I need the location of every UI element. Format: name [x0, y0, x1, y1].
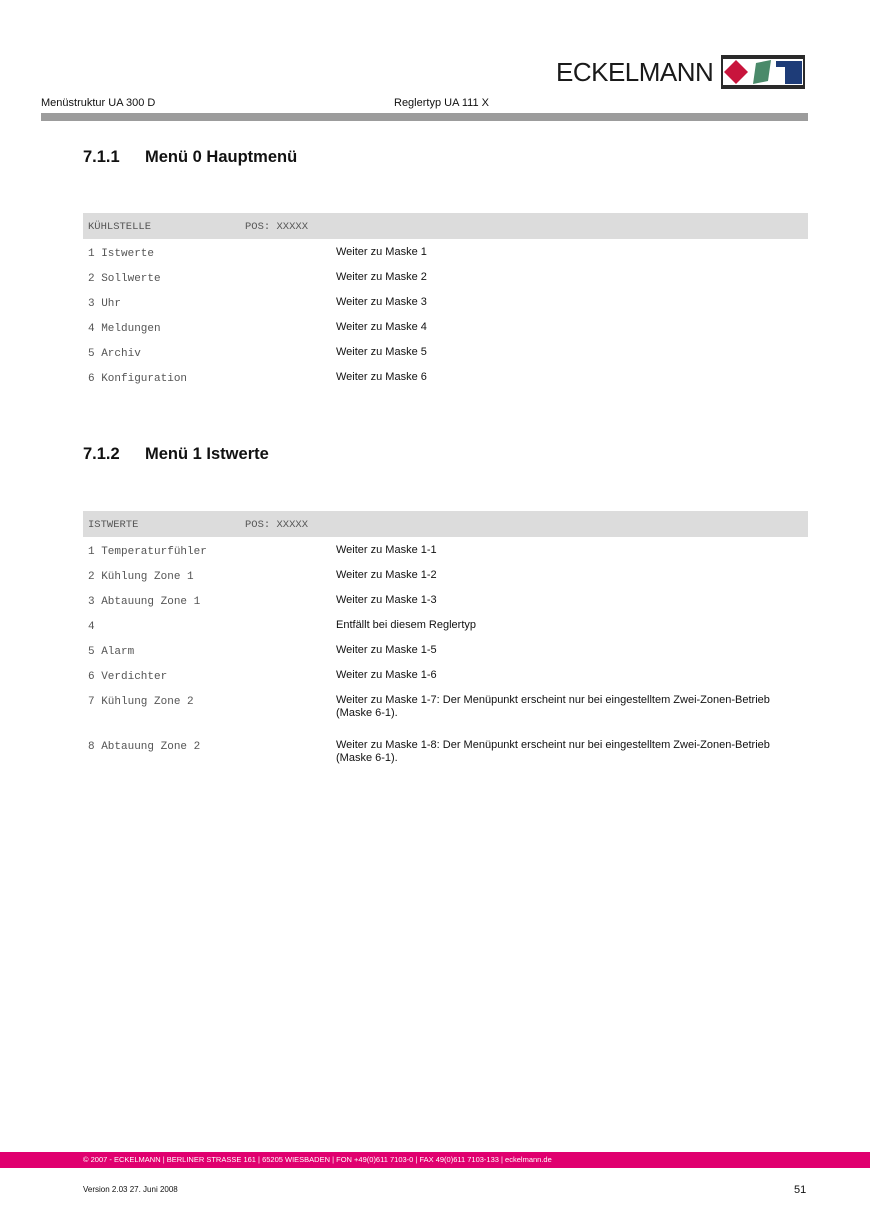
menu-item-description: Weiter zu Maske 1-6: [336, 669, 437, 681]
menu-item-description: Weiter zu Maske 1-8: Der Menüpunkt erscheint nur bei eingestelltem Zwei-Zonen-Betrieb (Maske 6-1).: [336, 739, 770, 764]
table-header-position: POS: XXXXX: [245, 221, 309, 233]
table-row: [83, 662, 808, 687]
menu-item-description: Entfällt bei diesem Reglertyp: [336, 619, 477, 631]
menu-item-description: Weiter zu Maske 6: [336, 371, 427, 383]
table-row: [83, 314, 808, 339]
table-row: [83, 637, 808, 662]
menu-item: 2 Sollwerte: [88, 273, 161, 285]
menu-item: 1 Istwerte: [88, 248, 155, 260]
menu-item: 1 Temperaturfühler: [88, 546, 207, 558]
table-row: [83, 289, 808, 314]
table-row: [83, 364, 808, 389]
header-divider: [41, 113, 808, 121]
menu-item-description: Weiter zu Maske 1-7: Der Menüpunkt erscheint nur bei eingestelltem Zwei-Zonen-Betrieb (Maske 6-1).: [336, 694, 770, 719]
menu-item: 4 Meldungen: [88, 323, 161, 335]
menu-item: 4: [88, 621, 95, 633]
menu-item: 3 Uhr: [88, 298, 122, 310]
footer-bar: [0, 1152, 870, 1168]
section-heading: [83, 445, 269, 464]
menu-item: 5 Alarm: [88, 646, 135, 658]
header-controller-type: Reglertyp UA 111 X: [394, 97, 489, 109]
section-title: Menü 1 Istwerte: [145, 445, 269, 463]
menu-item-description: Weiter zu Maske 2: [336, 271, 427, 283]
menu-item-description: Weiter zu Maske 4: [336, 321, 427, 333]
menu-item: 5 Archiv: [88, 348, 141, 360]
menu-table-main: [83, 213, 808, 389]
table-row: [83, 732, 808, 777]
section-heading: [83, 148, 297, 167]
menu-item-description: Weiter zu Maske 1: [336, 246, 427, 258]
menu-item-description: Weiter zu Maske 5: [336, 346, 427, 358]
menu-item-description: Weiter zu Maske 3: [336, 296, 427, 308]
footer-version: Version 2.03 27. Juni 2008: [83, 1185, 178, 1194]
section-title: Menü 0 Hauptmenü: [145, 148, 298, 166]
menu-item-description: Weiter zu Maske 1-2: [336, 569, 437, 581]
menu-item-description: Weiter zu Maske 1-1: [336, 544, 437, 556]
menu-table-actual-values: [83, 511, 808, 777]
table-row: [83, 339, 808, 364]
menu-item: 6 Konfiguration: [88, 373, 188, 385]
table-row: [83, 239, 808, 264]
logo-text: ECKELMANN: [556, 56, 714, 87]
footer-address: © 2007 - ECKELMANN | BERLINER STRASSE 161 | 65205 WIESBADEN | FON +49(0)611 7103-0 | FAX 49(0)611 7103-133 | eckelmann.de: [83, 1155, 552, 1164]
menu-item: 7 Kühlung Zone 2: [88, 696, 194, 708]
menu-item: 8 Abtauung Zone 2: [88, 741, 201, 753]
table-row: [83, 587, 808, 612]
table-row: [83, 687, 808, 732]
table-header-label: KÜHLSTELLE: [88, 221, 152, 233]
section-number: 7.1.2: [83, 445, 120, 463]
menu-item-description: Weiter zu Maske 1-3: [336, 594, 437, 606]
table-row: [83, 537, 808, 562]
table-row: [83, 264, 808, 289]
company-logo: [556, 56, 805, 88]
table-row: [83, 562, 808, 587]
section-number: 7.1.1: [83, 148, 120, 166]
menu-item-description: Weiter zu Maske 1-5: [336, 644, 437, 656]
logo-mark-icon: [721, 55, 805, 89]
table-header-label: ISTWERTE: [88, 519, 139, 531]
table-header-position: POS: XXXXX: [245, 519, 309, 531]
menu-item: 2 Kühlung Zone 1: [88, 571, 194, 583]
header-document-title: Menüstruktur UA 300 D: [41, 97, 156, 109]
menu-item: 6 Verdichter: [88, 671, 168, 683]
table-row: [83, 612, 808, 637]
page-number: 51: [794, 1184, 807, 1196]
table-header: [83, 511, 808, 537]
table-header: [83, 213, 808, 239]
menu-item: 3 Abtauung Zone 1: [88, 596, 201, 608]
